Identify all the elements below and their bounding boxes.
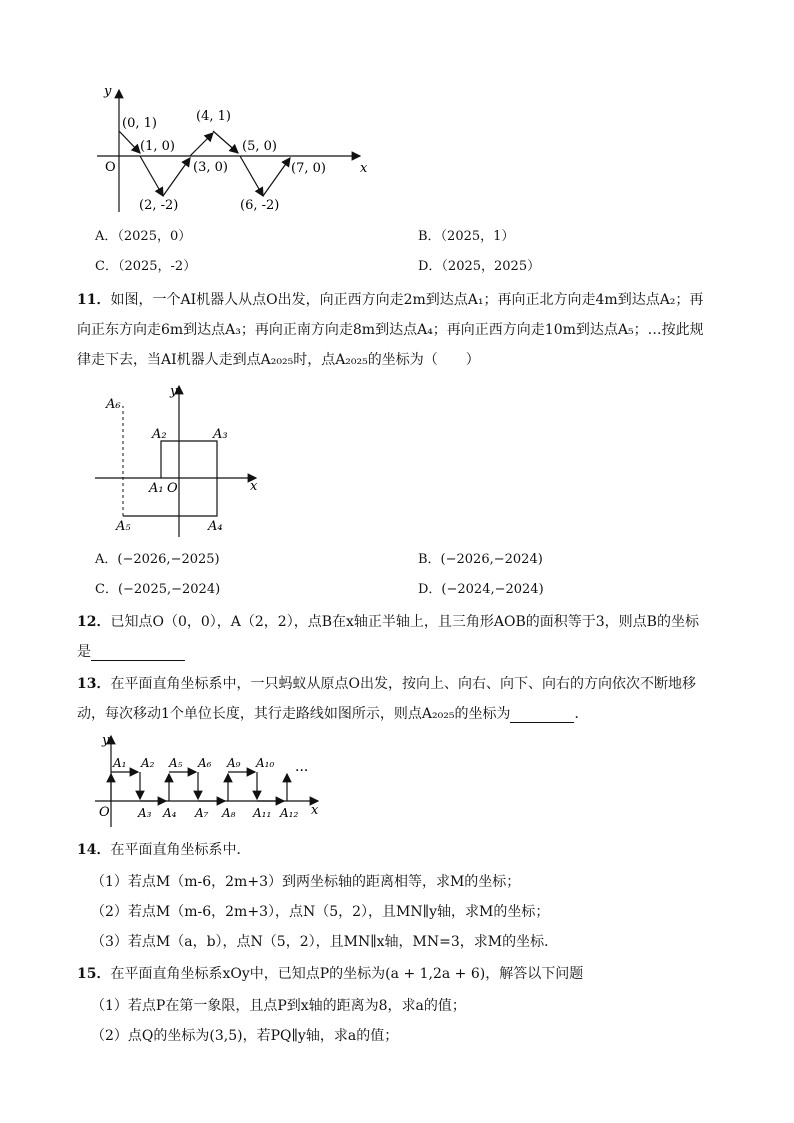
q11-line-1 bbox=[77, 291, 703, 309]
q13-y-label: y bbox=[102, 733, 110, 748]
q14-number: 14． bbox=[77, 842, 111, 858]
q10-x-label: x bbox=[360, 161, 368, 176]
q10-option-d[interactable]: D．（2025，2025） bbox=[418, 259, 541, 274]
q10-point-label: (6, -2) bbox=[240, 198, 280, 213]
q11-origin: O bbox=[167, 481, 178, 496]
q10-path-seg bbox=[263, 158, 290, 196]
q15-text-1: 在平面直角坐标系xOy中，已知点P的坐标为(a + 1,2a + 6)，解答以下问题 bbox=[110, 966, 584, 982]
q11-label-a2: A₂ bbox=[152, 427, 167, 442]
q10-path-seg bbox=[213, 131, 238, 153]
q10-path-seg bbox=[163, 158, 190, 196]
q10-point-label: (7, 0) bbox=[291, 161, 326, 176]
q11-number: 11． bbox=[77, 292, 111, 308]
q11-figure bbox=[0, 380, 794, 540]
q13-label-bottom: A₃ bbox=[138, 806, 152, 820]
q12-line-2 bbox=[77, 643, 185, 661]
q13-x-label: x bbox=[311, 803, 319, 818]
q13-text-2: 动，每次移动1个单位长度，其行走路线如图所示，则点A₂₀₂₅的坐标为 bbox=[77, 706, 511, 722]
q13-dots: ··· bbox=[295, 763, 309, 779]
q14-part-3: （3）若点M（a，b），点N（5，2），且MN∥x轴，MN=3，求M的坐标． bbox=[91, 934, 559, 950]
q13-label-bottom: A₁₂ bbox=[280, 806, 299, 820]
q10-point-label: (3, 0) bbox=[193, 160, 228, 175]
q13-label-top: A₁₀ bbox=[256, 756, 275, 770]
q11-option-b[interactable]: B．(−2026,−2024) bbox=[418, 552, 543, 567]
q13-label-bottom: A₄ bbox=[163, 806, 177, 820]
q13-answer-blank[interactable] bbox=[510, 708, 574, 723]
q13-label-top: A₅ bbox=[169, 756, 183, 770]
q10-point-label: (4, 1) bbox=[196, 109, 231, 124]
q12-number: 12． bbox=[77, 614, 111, 630]
q11-option-c[interactable]: C．(−2025,−2024) bbox=[95, 582, 221, 597]
q10-path-seg bbox=[240, 156, 263, 196]
q13-figure bbox=[0, 730, 794, 830]
q10-path-seg bbox=[190, 133, 213, 156]
q10-option-c[interactable]: C．（2025，-2） bbox=[95, 259, 197, 274]
q11-label-a4: A₄ bbox=[208, 519, 223, 534]
q13-number: 13． bbox=[77, 676, 111, 692]
q13-text-1: 在平面直角坐标系中，一只蚂蚁从原点O出发，按向上、向右、向下、向右的方向依次不断地移 bbox=[110, 676, 696, 692]
q11-text-1: 如图，一个AI机器人从点O出发，向正西方向走2m到达点A₁；再向正北方向走4m到达点A₂；再 bbox=[110, 292, 704, 308]
q10-option-a[interactable]: A．（2025，0） bbox=[95, 229, 192, 244]
q13-label-bottom: A₈ bbox=[222, 806, 236, 820]
q15-line-1 bbox=[77, 965, 583, 983]
q13-label-top: A₁ bbox=[113, 756, 127, 770]
q10-figure bbox=[0, 0, 794, 220]
q13-line-1 bbox=[77, 675, 696, 693]
q13-label-top: A₂ bbox=[141, 756, 155, 770]
q13-label-top: A₉ bbox=[227, 756, 241, 770]
q12-text-1: 已知点O（0，0），A（2，2），点B在x轴正半轴上，且三角形AOB的面积等于3，则点B的坐标 bbox=[110, 614, 699, 630]
q11-y-label: y bbox=[170, 384, 178, 399]
q10-point-label: (1, 0) bbox=[140, 139, 175, 154]
q12-answer-blank[interactable] bbox=[91, 646, 185, 661]
q13-line-2 bbox=[77, 705, 588, 723]
q13-label-top: A₆ bbox=[198, 756, 212, 770]
q11-option-d[interactable]: D．(−2024,−2024) bbox=[418, 582, 544, 597]
q14-part-1: （1）若点M（m-6，2m+3）到两坐标轴的距离相等，求M的坐标； bbox=[91, 874, 521, 890]
q11-label-a6: A₆ bbox=[106, 397, 121, 412]
q11-line-2: 向正东方向走6m到达点A₃；再向正南方向走8m到达点A₄；再向正西方向走10m到达点A₅；…按此规 bbox=[77, 322, 704, 338]
q10-path-seg bbox=[119, 131, 140, 153]
q10-y-label: y bbox=[104, 84, 112, 99]
q14-part-2: （2）若点M（m-6，2m+3），点N（5，2），且MN∥y轴，求M的坐标； bbox=[91, 904, 550, 920]
q10-option-b[interactable]: B．（2025，1） bbox=[418, 229, 515, 244]
q13-label-bottom: A₁₁ bbox=[253, 806, 272, 820]
q14-line-1 bbox=[77, 841, 250, 859]
q11-line-3: 律走下去，当AI机器人走到点A₂₀₂₅时，点A₂₀₂₅的坐标为（ ） bbox=[77, 352, 480, 368]
q11-x-label: x bbox=[250, 479, 258, 494]
q11-label-a1: A₁ bbox=[149, 481, 164, 496]
q13-text-2-end: ． bbox=[574, 706, 589, 722]
q10-point-label: (0, 1) bbox=[122, 116, 157, 131]
q11-option-a[interactable]: A．(−2026,−2025) bbox=[95, 552, 220, 567]
q13-label-bottom: A₇ bbox=[195, 806, 209, 820]
q14-text-1: 在平面直角坐标系中． bbox=[110, 842, 251, 858]
q12-line-1 bbox=[77, 613, 699, 631]
q12-text-2: 是 bbox=[77, 644, 91, 660]
q15-part-1: （1）若点P在第一象限，且点P到x轴的距离为8，求a的值； bbox=[91, 998, 466, 1014]
q15-number: 15． bbox=[77, 966, 111, 982]
q10-point-label: (2, -2) bbox=[139, 198, 179, 213]
q10-path-seg bbox=[140, 156, 163, 196]
q13-origin: O bbox=[99, 805, 110, 820]
q10-point-label: (5, 0) bbox=[242, 139, 277, 154]
q15-part-2: （2）点Q的坐标为(3,5)，若PQ∥y轴，求a的值； bbox=[91, 1028, 399, 1044]
q11-label-a5: A₅ bbox=[116, 519, 131, 534]
q11-label-a3: A₃ bbox=[213, 427, 228, 442]
q10-origin: O bbox=[105, 160, 116, 175]
